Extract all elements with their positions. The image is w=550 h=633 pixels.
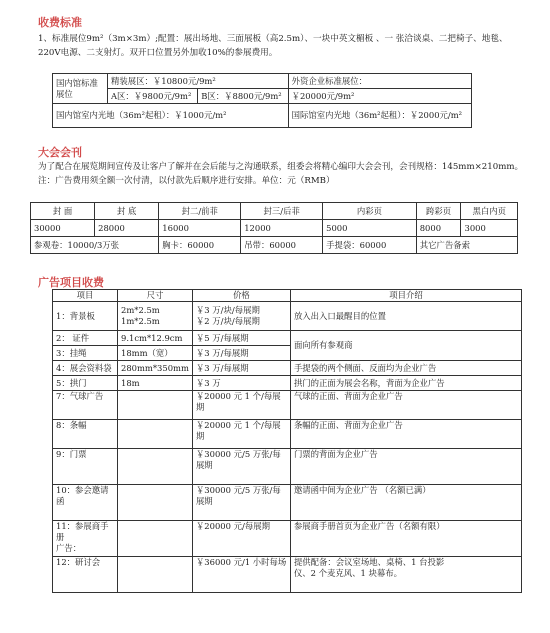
ad-item-name: 5：拱门 [53, 376, 118, 391]
ad-item-price: ￥3 万 [192, 376, 290, 391]
handbag-price: 手提袋：60000 [323, 237, 417, 254]
ad-item-size: 9.1cm*12.9cm [118, 331, 193, 346]
section-heading-proceedings: 大会会刊 [38, 146, 82, 159]
proceedings-header-cell: 封 底 [95, 203, 159, 220]
ad-item-size: 18mm（宽） [118, 346, 193, 361]
ad-item-price: ￥36000 元/1 小时每场 [192, 557, 290, 593]
domestic-raw-space-price: 国内馆室内光地（36m²起租）：￥1000元/m² [53, 104, 289, 128]
ad-item-size [118, 521, 193, 557]
ad-item-name: 10：参会邀请函 [53, 485, 118, 521]
ad-item-name: 9：门票 [53, 449, 118, 485]
proceedings-header-cell: 封三/后菲 [241, 203, 323, 220]
proceedings-description: 为了配合在展览期间宣传及让客户了解并在会后能与之沟通联系，组委会将精心编印大会会刊，会刊规格：145mm×210mm。注：广告费用须全额一次付清，以付款先后顺序进行安排。单位：元（RMB） [38, 162, 524, 186]
table-row [53, 521, 522, 557]
table-row [53, 391, 522, 420]
ad-item-name: 4：展会资料袋 [53, 361, 118, 376]
table-row [53, 420, 522, 449]
proceedings-price-cell: 16000 [159, 220, 241, 237]
ad-item-size: 2m*2.5m 1m*2.5m [118, 302, 193, 331]
international-raw-space-price: 国际馆室内光地（36m²起租）：￥2000元/m² [288, 104, 471, 128]
ad-item-size: 18m [118, 376, 193, 391]
ad-item-price: ￥20000 元 1 个/每展期 [192, 391, 290, 420]
ad-item-size [118, 449, 193, 485]
ad-col-header: 项目介绍 [290, 290, 521, 302]
ad-item-desc: 面向所有参观商 [290, 331, 521, 361]
ad-item-price: ￥20000 元 1 个/每展期 [192, 420, 290, 449]
other-ads-note: 其它广告备索 [416, 237, 517, 254]
ad-item-name: 8：条幅 [53, 420, 118, 449]
ad-item-price: ￥3 万/每展期 [192, 361, 290, 376]
ad-item-desc: 邀请函中间为企业广告 （名额已满） [290, 485, 521, 521]
table-row [53, 361, 522, 376]
proceedings-price-cell: 12000 [241, 220, 323, 237]
ad-col-header: 项目 [53, 290, 118, 302]
ad-item-name: 11：参展商手册 广告： [53, 521, 118, 557]
ad-items-table [52, 289, 522, 593]
proceedings-price-cell: 8000 [416, 220, 461, 237]
badge-price: 胸卡：60000 [159, 237, 241, 254]
ad-item-name: 3：挂绳 [53, 346, 118, 361]
lanyard-price: 吊带：60000 [241, 237, 323, 254]
ad-item-desc: 放入出入口最醒目的位置 [290, 302, 521, 331]
proceedings-price-table [30, 202, 518, 254]
section-heading-ad-items: 广告项目收费 [38, 276, 104, 289]
ad-item-price: ￥5 万/每展期 [192, 331, 290, 346]
ad-item-name: 2： 证件 [53, 331, 118, 346]
table-row [53, 302, 522, 331]
foreign-booth-price: ￥20000元/9m² [288, 89, 471, 104]
ad-item-size: 280mm*350mm [118, 361, 193, 376]
ad-item-name: 1：背景板 [53, 302, 118, 331]
ad-col-header: 尺寸 [118, 290, 193, 302]
domestic-booth-label: 国内馆标准展位 [53, 74, 108, 104]
ad-item-price: ￥3 万/块/每展期 ￥2 万/块/每展期 [192, 302, 290, 331]
table-row [53, 331, 522, 346]
proceedings-price-cell: 28000 [95, 220, 159, 237]
proceedings-header-cell: 跨彩页 [416, 203, 461, 220]
ad-item-desc: 手提袋的两个侧面、反面均为企业广告 [290, 361, 521, 376]
table-row [53, 376, 522, 391]
ad-item-size [118, 391, 193, 420]
proceedings-price-cell: 30000 [31, 220, 95, 237]
ad-item-size [118, 557, 193, 593]
area-b-price: B区：￥8800元/9m² [198, 89, 288, 104]
section-heading-fees: 收费标准 [38, 16, 82, 29]
ad-item-desc: 拱门的正面为展会名称，背面为企业广告 [290, 376, 521, 391]
ad-item-price: ￥20000 元/每展期 [192, 521, 290, 557]
ad-item-desc: 门票的背面为企业广告 [290, 449, 521, 485]
ad-item-desc: 提供配备：会议室场地、桌椅、1 台投影 仪、2 个麦克风、1 块幕布。 [290, 557, 521, 593]
ad-item-price: ￥3 万/每展期 [192, 346, 290, 361]
ad-item-price: ￥30000 元/5 万张/每 展期 [192, 449, 290, 485]
ad-item-size [118, 485, 193, 521]
premium-area-price: 精装展区：￥10800元/9m² [108, 74, 289, 89]
fees-description: 1、标准展位9m²（3m×3m）;配置：展出场地、三面展板（高2.5m）、一块中英文楣板 、一 张洽谈桌、二把椅子、地毯、220V电源、二支射灯。双开口位置另外加收10%的参展费用。 [38, 34, 508, 58]
proceedings-price-cell: 3000 [461, 220, 518, 237]
proceedings-header-cell: 封 面 [31, 203, 95, 220]
ad-col-header: 价格 [192, 290, 290, 302]
ad-item-size [118, 420, 193, 449]
ad-item-name: 7：气球广告 [53, 391, 118, 420]
ad-item-name: 12：研讨会 [53, 557, 118, 593]
ad-item-desc: 气球的正面、背面为企业广告 [290, 391, 521, 420]
table-row [53, 485, 522, 521]
foreign-booth-label: 外资企业标准展位： [288, 74, 471, 89]
ad-item-price: ￥30000 元/5 万张/每 展期 [192, 485, 290, 521]
booth-price-table [52, 73, 472, 128]
proceedings-header-cell: 内彩页 [323, 203, 417, 220]
ad-item-desc: 条幅的正面、背面为企业广告 [290, 420, 521, 449]
proceedings-price-cell: 5000 [323, 220, 417, 237]
area-a-price: A区：￥9800元/9m² [108, 89, 198, 104]
table-row [53, 557, 522, 593]
visitor-ticket-price: 参观卷：10000/3万张 [31, 237, 159, 254]
proceedings-header-cell: 黑白内页 [461, 203, 518, 220]
table-row [53, 449, 522, 485]
ad-item-desc: 参展商手册首页为企业广告（名额有限） [290, 521, 521, 557]
proceedings-header-cell: 封二/前菲 [159, 203, 241, 220]
